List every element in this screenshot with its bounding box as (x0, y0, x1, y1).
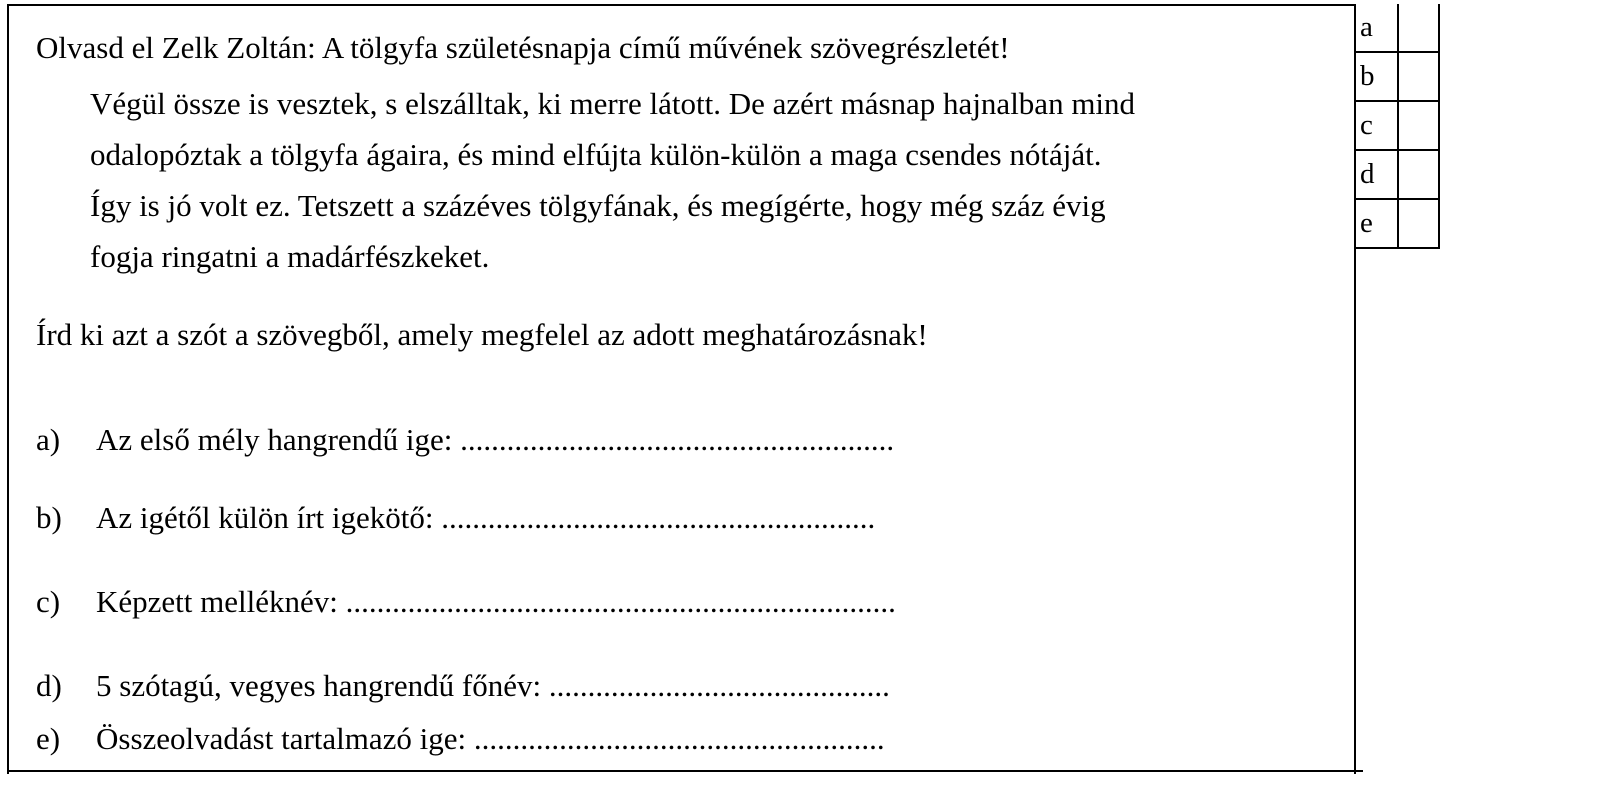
question-text-c[interactable]: Képzett melléknév: ....................................................................... (96, 584, 896, 619)
question-label-a: a) (36, 422, 61, 457)
question-text-e[interactable]: Összeolvadást tartalmazó ige: ..................................................... (96, 721, 885, 756)
score-row (1356, 199, 1439, 248)
score-row (1356, 52, 1439, 101)
task-instruction: Írd ki azt a szót a szövegből, amely megfelel az adott meghatározásnak! (36, 317, 928, 352)
score-row (1356, 4, 1439, 52)
score-box[interactable] (1398, 101, 1439, 150)
score-box[interactable] (1398, 4, 1439, 52)
task-intro: Olvasd el Zelk Zoltán: A tölgyfa születésnapja című művének szövegrészletét! (36, 30, 1010, 65)
question-label-c: c) (36, 584, 61, 619)
score-row (1356, 150, 1439, 199)
question-text-b[interactable]: Az igétől külön írt igekötő: ........................................................ (96, 500, 876, 535)
question-text-a[interactable]: Az első mély hangrendű ige: ........................................................ (96, 422, 895, 457)
bottom-rule (7, 770, 1363, 772)
passage-line: Végül össze is vesztek, s elszálltak, ki merre látott. De azért másnap hajnalban mind (90, 86, 1136, 121)
question-label-d: d) (36, 668, 62, 703)
question-label-b: b) (36, 500, 62, 535)
passage-line: fogja ringatni a madárfészkeket. (90, 239, 490, 274)
score-row (1356, 101, 1439, 150)
score-box[interactable] (1398, 52, 1439, 101)
score-letter: c (1356, 101, 1398, 150)
score-letter: a (1356, 4, 1398, 52)
passage-line: odalopóztak a tölgyfa ágaira, és mind elfújta külön-külön a maga csendes nótáját. (90, 137, 1102, 172)
score-table (1356, 4, 1440, 249)
question-label-e: e) (36, 721, 61, 756)
quoted-passage (90, 78, 1135, 282)
score-box[interactable] (1398, 150, 1439, 199)
question-text-d[interactable]: 5 szótagú, vegyes hangrendű főnév: ............................................ (96, 668, 890, 703)
score-letter: e (1356, 199, 1398, 248)
score-box[interactable] (1398, 199, 1439, 248)
score-letter: d (1356, 150, 1398, 199)
passage-line: Így is jó volt ez. Tetszett a százéves tölgyfának, és megígérte, hogy még száz évig (90, 188, 1106, 223)
score-letter: b (1356, 52, 1398, 101)
